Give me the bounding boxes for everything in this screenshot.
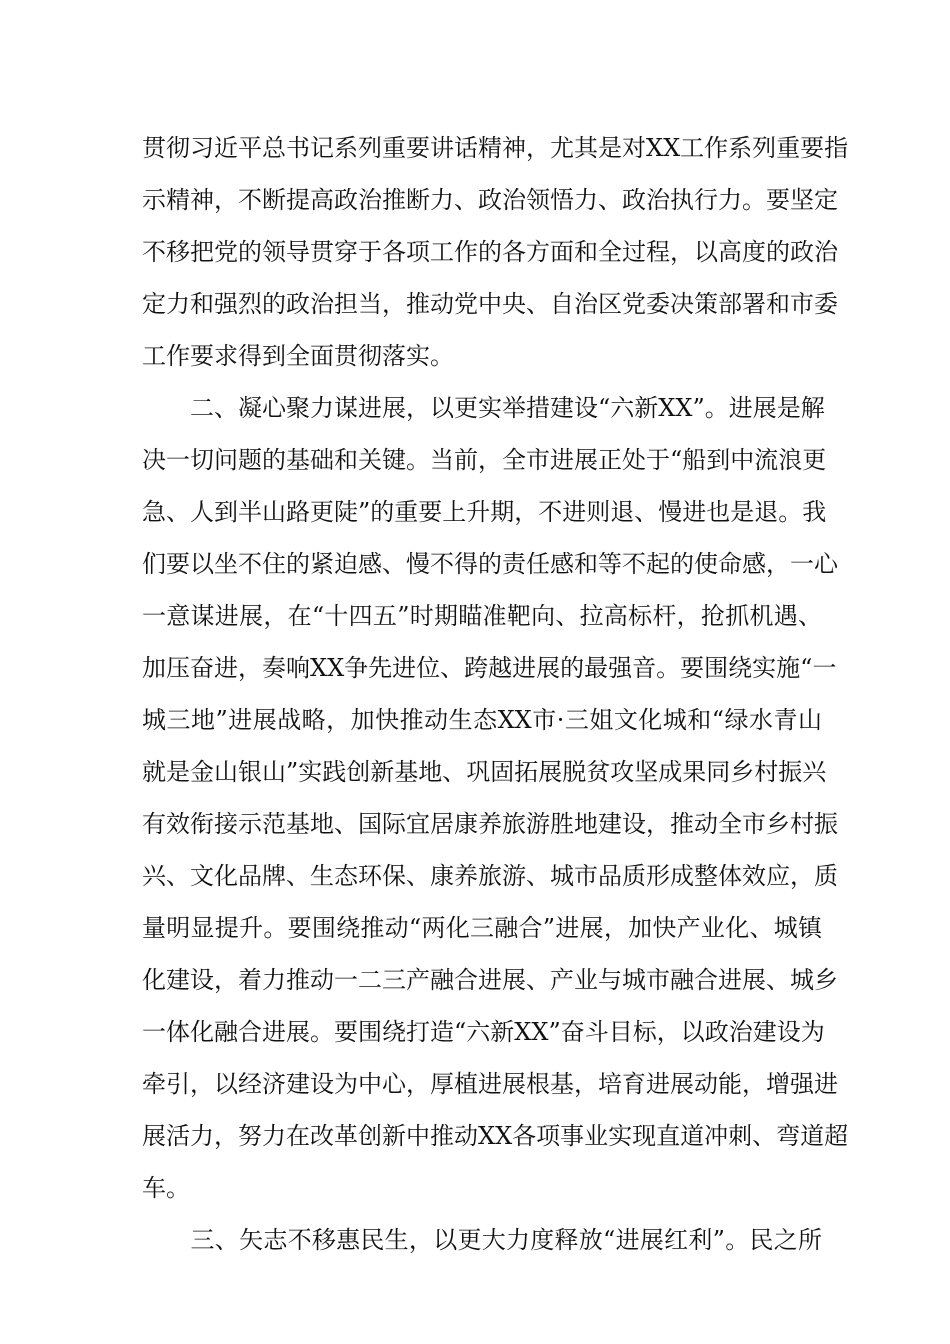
text-line: 有效衔接示范基地、国际宜居康养旅游胜地建设，推动全市乡村振 [142,810,838,838]
text-line: 量明显提升。要围绕推动“两化三融合”进展，加快产业化、城镇 [142,914,822,942]
text-line: 一意谋进展，在“十四五”时期瞄准靶向、拉高标杆，抢抓机遇、 [142,602,822,630]
text-line: 化建设，着力推动一二三产融合进展、产业与城市融合进展、城乡 [142,966,838,994]
paragraph-heading-line: 三、矢志不移惠民生，以更大力度释放“进展红利”。民之所 [142,1226,822,1254]
text-line: 不移把党的领导贯穿于各项工作的各方面和全过程，以高度的政治 [142,238,838,266]
text-line: 牵引，以经济建设为中心，厚植进展根基，培育进展动能，增强进 [142,1070,838,1098]
text-line: 定力和强烈的政治担当，推动党中央、自治区党委决策部署和市委 [142,290,838,318]
text-line: 工作要求得到全面贯彻落实。 [142,342,454,370]
paragraph-heading-line: 二、凝心聚力谋进展，以更实举措建设“六新XX”。进展是解 [142,394,825,422]
text-line: 就是金山银山”实践创新基地、巩固拓展脱贫攻坚成果同乡村振兴 [142,758,827,786]
text-line: 急、人到半山路更陡”的重要上升期，不进则退、慢进也是退。我 [142,498,827,526]
text-line: 示精神，不断提高政治推断力、政治领悟力、政治执行力。要坚定 [142,186,838,214]
text-line: 贯彻习近平总书记系列重要讲话精神，尤其是对XX工作系列重要指 [142,134,849,162]
text-line: 加压奋进，奏响XX争先进位、跨越进展的最强音。要围绕实施“一 [142,654,837,682]
text-line: 展活力，努力在改革创新中推动XX各项事业实现直道冲刺、弯道超 [142,1122,849,1150]
text-line: 一体化融合进展。要围绕打造“六新XX”奋斗目标，以政治建设为 [142,1018,825,1046]
text-line: 兴、文化品牌、生态环保、康养旅游、城市品质形成整体效应，质 [142,862,838,890]
text-line: 们要以坐不住的紧迫感、慢不得的责任感和等不起的使命感，一心 [142,550,838,578]
text-line: 决一切问题的基础和关键。当前，全市进展正处于“船到中流浪更 [142,446,827,474]
text-line: 车。 [142,1174,190,1202]
text-line: 城三地”进展战略，加快推动生态XX市·三姐文化城和“绿水青山 [142,706,822,734]
